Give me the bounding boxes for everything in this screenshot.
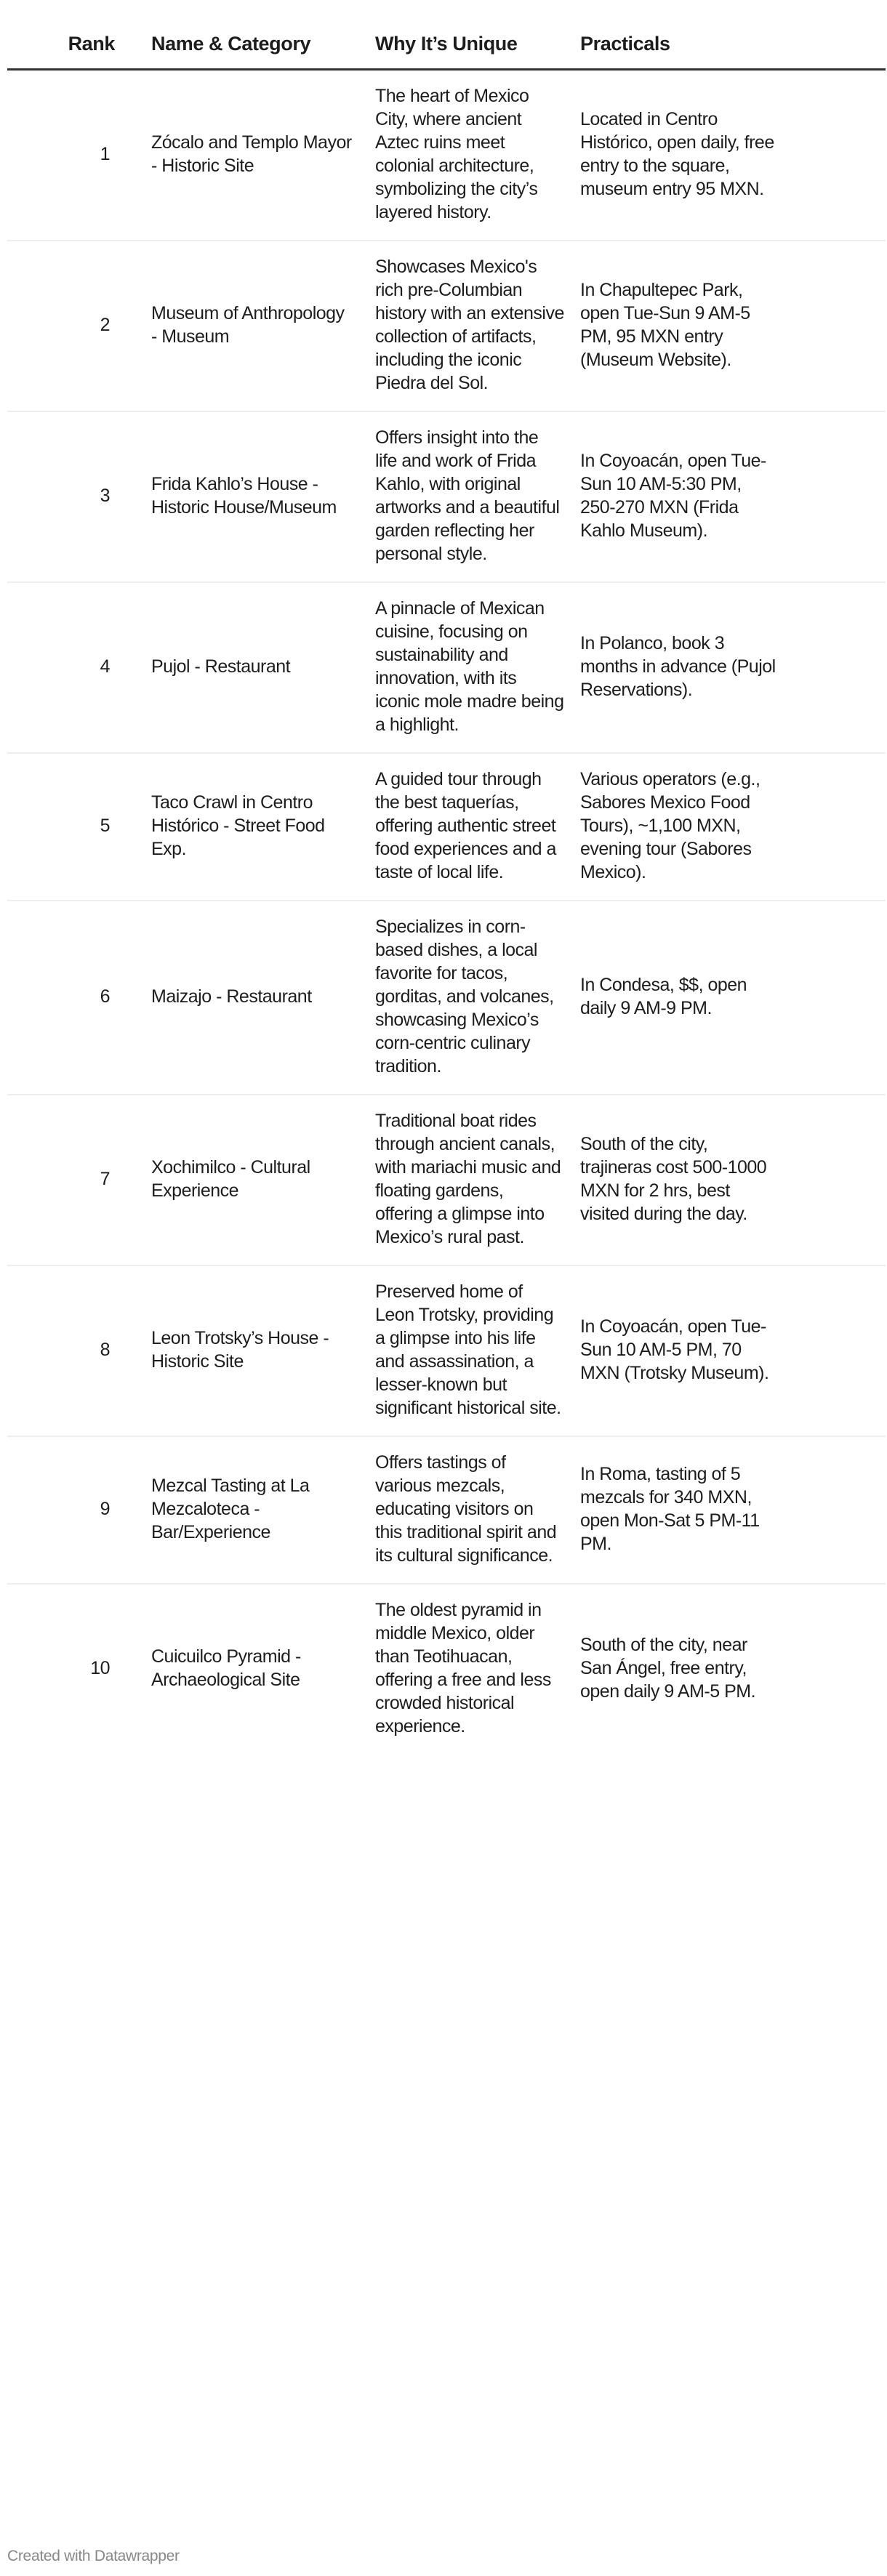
table-row [7, 1265, 886, 1436]
cell-why-unique: The oldest pyramid in middle Mexico, older than Teotihuacan, offering a free and less crowded historical experience. [375, 1600, 551, 1736]
column-header-name-category[interactable]: Name & Category [151, 0, 375, 70]
table-row [7, 1584, 886, 1771]
column-header-rank[interactable]: Rank [7, 0, 151, 70]
table-row [7, 582, 886, 753]
table-row [7, 411, 886, 582]
table-body [7, 70, 886, 1772]
cell-why-unique: Specializes in corn-based dishes, a local favorite for tacos, gorditas, and volcanes, showcasing Mexico’s corn-centric culinary tradition. [375, 901, 580, 1095]
cell-name-category: Zócalo and Templo Mayor - Historic Site [151, 70, 375, 241]
table-row [7, 1436, 886, 1584]
cell-name-category: Leon Trotsky’s House - Historic Site [151, 1265, 375, 1436]
cell-practicals: In Roma, tasting of 5 mezcals for 340 MXN, open Mon-Sat 5 PM-11 PM. [580, 1436, 886, 1584]
cell-name-category: Museum of Anthropology - Museum [151, 241, 375, 411]
attractions-table [7, 0, 886, 1771]
cell-name-category: Mezcal Tasting at La Mezcaloteca - Bar/Experience [151, 1436, 375, 1584]
cell-why-unique: Traditional boat rides through ancient canals, with mariachi music and floating gardens, offering a glimpse into Mexico’s rural past. [375, 1095, 580, 1265]
cell-name-category: Pujol - Restaurant [151, 582, 375, 753]
cell-name-category: Xochimilco - Cultural Experience [151, 1095, 375, 1265]
cell-why-unique: Showcases Mexico's rich pre-Columbian history with an extensive collection of artifacts, including the iconic Piedra del Sol. [375, 241, 580, 411]
cell-practicals: Various operators (e.g., Sabores Mexico Food Tours), ~1,100 MXN, evening tour (Sabores Mexico). [580, 753, 886, 901]
table-container [7, 0, 886, 1771]
datawrapper-credit[interactable]: Created with Datawrapper [7, 2548, 180, 2564]
cell-why-unique: The heart of Mexico City, where ancient Aztec ruins meet colonial architecture, symbolizing the city’s layered history. [375, 70, 580, 241]
cell-name-category: Frida Kahlo’s House - Historic House/Museum [151, 411, 375, 582]
cell-rank: 2 [7, 241, 151, 411]
cell-rank: 4 [7, 582, 151, 753]
table-row [7, 753, 886, 901]
table-row [7, 70, 886, 241]
cell-rank: 5 [7, 753, 151, 901]
cell-rank: 1 [7, 70, 151, 241]
cell-practicals: In Coyoacán, open Tue-Sun 10 AM-5:30 PM, 250-270 MXN (Frida Kahlo Museum). [580, 411, 886, 582]
table-row [7, 901, 886, 1095]
cell-rank: 8 [7, 1265, 151, 1436]
header-row [7, 0, 886, 70]
cell-practicals: In Condesa, $$, open daily 9 AM-9 PM. [580, 901, 886, 1095]
cell-rank: 10 [90, 1658, 110, 1678]
cell-why-unique: A pinnacle of Mexican cuisine, focusing on sustainability and innovation, with its iconic mole madre being a highlight. [375, 582, 580, 753]
cell-practicals: South of the city, near San Ángel, free entry, open daily 9 AM-5 PM. [580, 1635, 756, 1702]
cell-rank: 7 [7, 1095, 151, 1265]
cell-why-unique: Offers tastings of various mezcals, educating visitors on this traditional spirit and its cultural significance. [375, 1436, 580, 1584]
cell-name-category: Taco Crawl in Centro Histórico - Street Food Exp. [151, 753, 375, 901]
cell-rank: 3 [7, 411, 151, 582]
column-header-why-unique[interactable]: Why It’s Unique [375, 0, 580, 70]
cell-practicals: In Coyoacán, open Tue-Sun 10 AM-5 PM, 70 MXN (Trotsky Museum). [580, 1265, 886, 1436]
cell-why-unique: A guided tour through the best taquerías, offering authentic street food experiences and a taste of local life. [375, 753, 580, 901]
cell-practicals: South of the city, trajineras cost 500-1000 MXN for 2 hrs, best visited during the day. [580, 1095, 886, 1265]
cell-why-unique: Preserved home of Leon Trotsky, providing a glimpse into his life and assassination, a lesser-known but significant historical site. [375, 1265, 580, 1436]
cell-why-unique: Offers insight into the life and work of Frida Kahlo, with original artworks and a beautiful garden reflecting her personal style. [375, 411, 580, 582]
cell-name-category: Maizajo - Restaurant [151, 901, 375, 1095]
table-header [7, 0, 886, 70]
cell-practicals: In Chapultepec Park, open Tue-Sun 9 AM-5 PM, 95 MXN entry (Museum Website). [580, 241, 886, 411]
table-row [7, 1095, 886, 1265]
column-header-practicals[interactable]: Practicals [580, 0, 886, 70]
table-row [7, 241, 886, 411]
cell-rank: 9 [7, 1436, 151, 1584]
cell-rank: 6 [7, 901, 151, 1095]
cell-practicals: Located in Centro Histórico, open daily, free entry to the square, museum entry 95 MXN. [580, 70, 886, 241]
cell-name-category: Cuicuilco Pyramid - Archaeological Site [151, 1646, 301, 1690]
cell-practicals: In Polanco, book 3 months in advance (Pujol Reservations). [580, 582, 886, 753]
